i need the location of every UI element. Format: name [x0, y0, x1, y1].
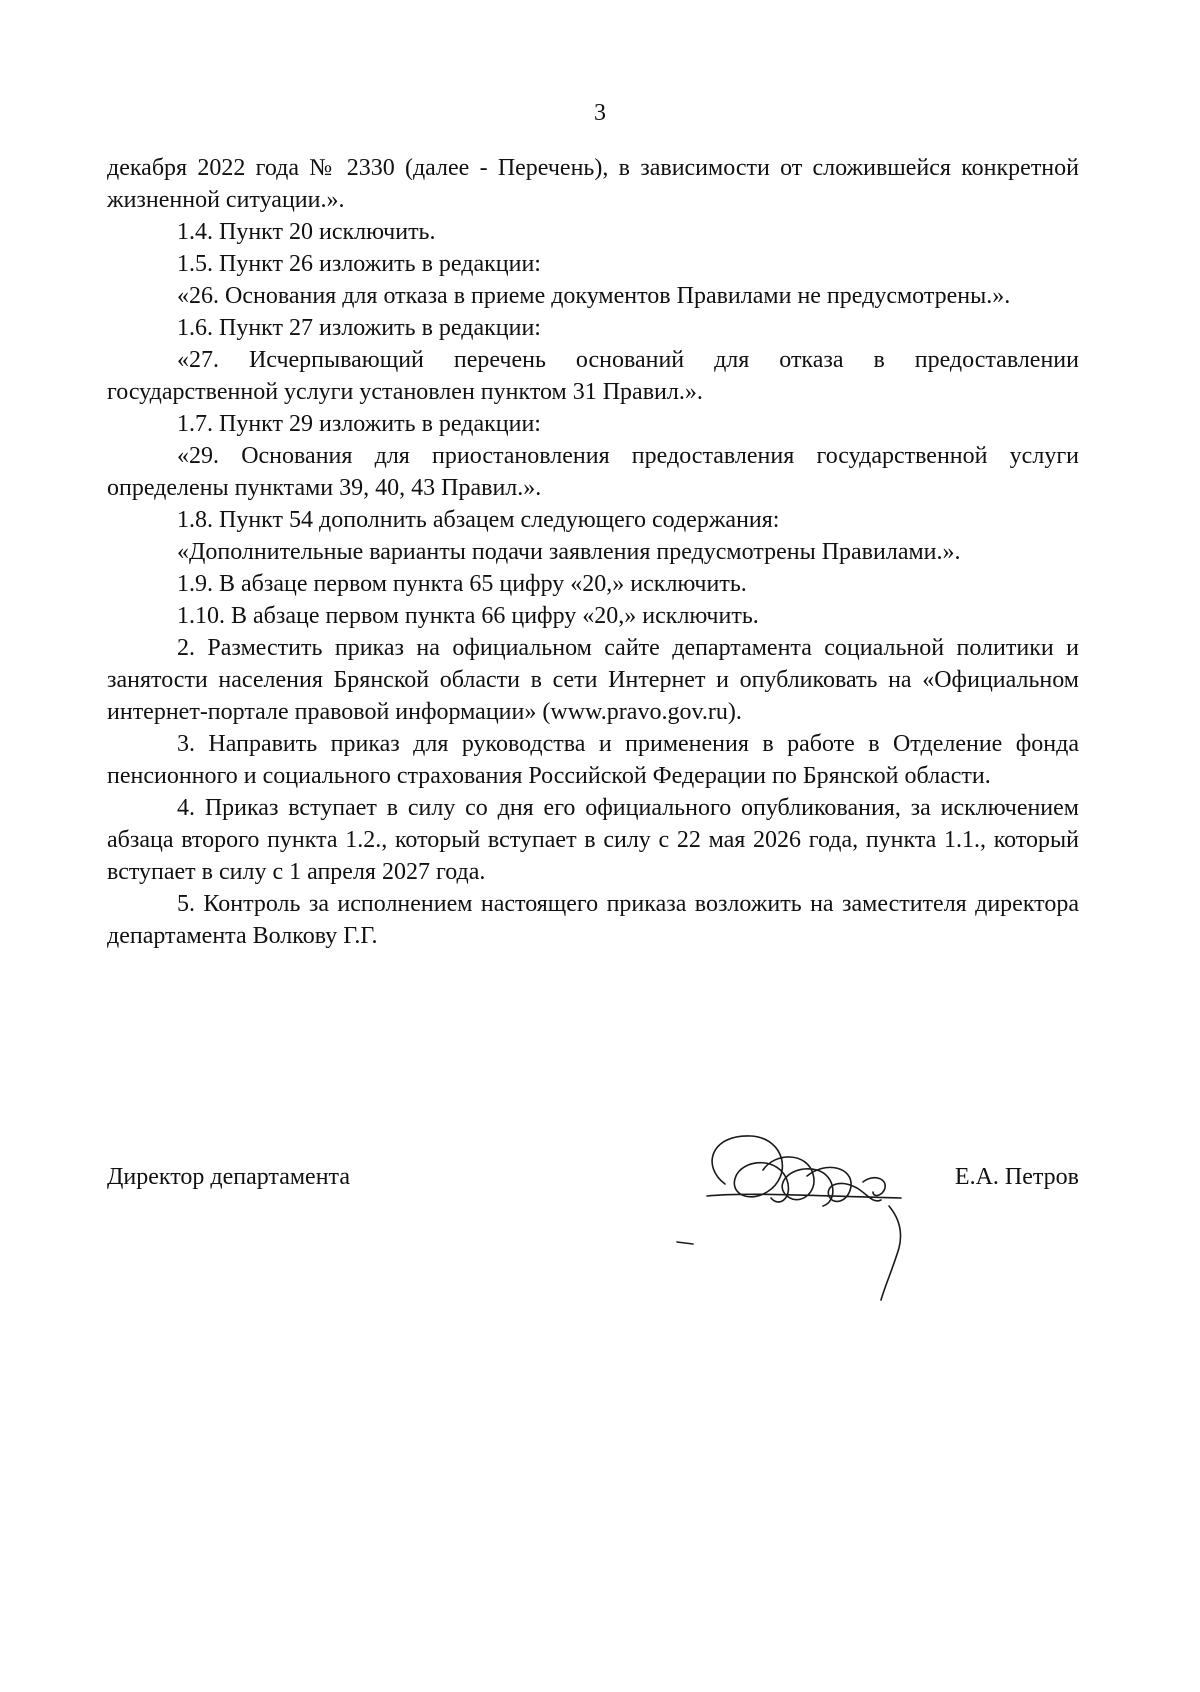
page-number: 3 — [594, 100, 606, 126]
paragraph: 1.5. Пункт 26 изложить в редакции: — [177, 251, 541, 277]
paragraph: 4. Приказ вступает в силу со дня его официального опубликования, за исключением абзаца второго пункта 1.2., который вступает в силу с 22 мая 2026 года, пункта 1.1., который вступает в силу с 1 апреля 2027 года. — [107, 795, 1079, 885]
paragraph: 1.8. Пункт 54 дополнить абзацем следующего содержания: — [177, 507, 780, 533]
handwritten-signature — [667, 1122, 947, 1302]
paragraph: 1.6. Пункт 27 изложить в редакции: — [177, 315, 541, 341]
paragraph: 5. Контроль за исполнением настоящего приказа возложить на заместителя директора департамента Волкову Г.Г. — [107, 891, 1079, 949]
paragraph: 1.4. Пункт 20 исключить. — [177, 219, 436, 245]
signatory-title: Директор департамента — [107, 1164, 350, 1190]
paragraph: «Дополнительные варианты подачи заявления предусмотрены Правилами.». — [177, 539, 961, 565]
signatory-name: Е.А. Петров — [954, 1164, 1079, 1190]
document-body — [107, 152, 1079, 952]
paragraph: «26. Основания для отказа в приеме документов Правилами не предусмотрены.». — [177, 283, 1011, 309]
paragraph: «29. Основания для приостановления предоставления государственной услуги определены пунктами 39, 40, 43 Правил.». — [107, 443, 1079, 501]
paragraph: 3. Направить приказ для руководства и применения в работе в Отделение фонда пенсионного и социального страхования Российской Федерации по Брянской области. — [107, 731, 1079, 789]
paragraph: 2. Разместить приказ на официальном сайте департамента социальной политики и занятости населения Брянской области в сети Интернет и опубликовать на «Официальном интернет-портале правовой информации» (www.pravo.gov.ru). — [107, 635, 1079, 725]
paragraph: 1.10. В абзаце первом пункта 66 цифру «20,» исключить. — [177, 603, 759, 629]
paragraph: 1.9. В абзаце первом пункта 65 цифру «20,» исключить. — [177, 571, 747, 597]
paragraph: 1.7. Пункт 29 изложить в редакции: — [177, 411, 541, 437]
paragraph: «27. Исчерпывающий перечень оснований для отказа в предоставлении государственной услуги установлен пунктом 31 Правил.». — [107, 347, 1079, 405]
paragraph: декабря 2022 года № 2330 (далее - Перечень), в зависимости от сложившейся конкретной жизненной ситуации.». — [107, 155, 1079, 213]
signature-block — [107, 1150, 1079, 1320]
